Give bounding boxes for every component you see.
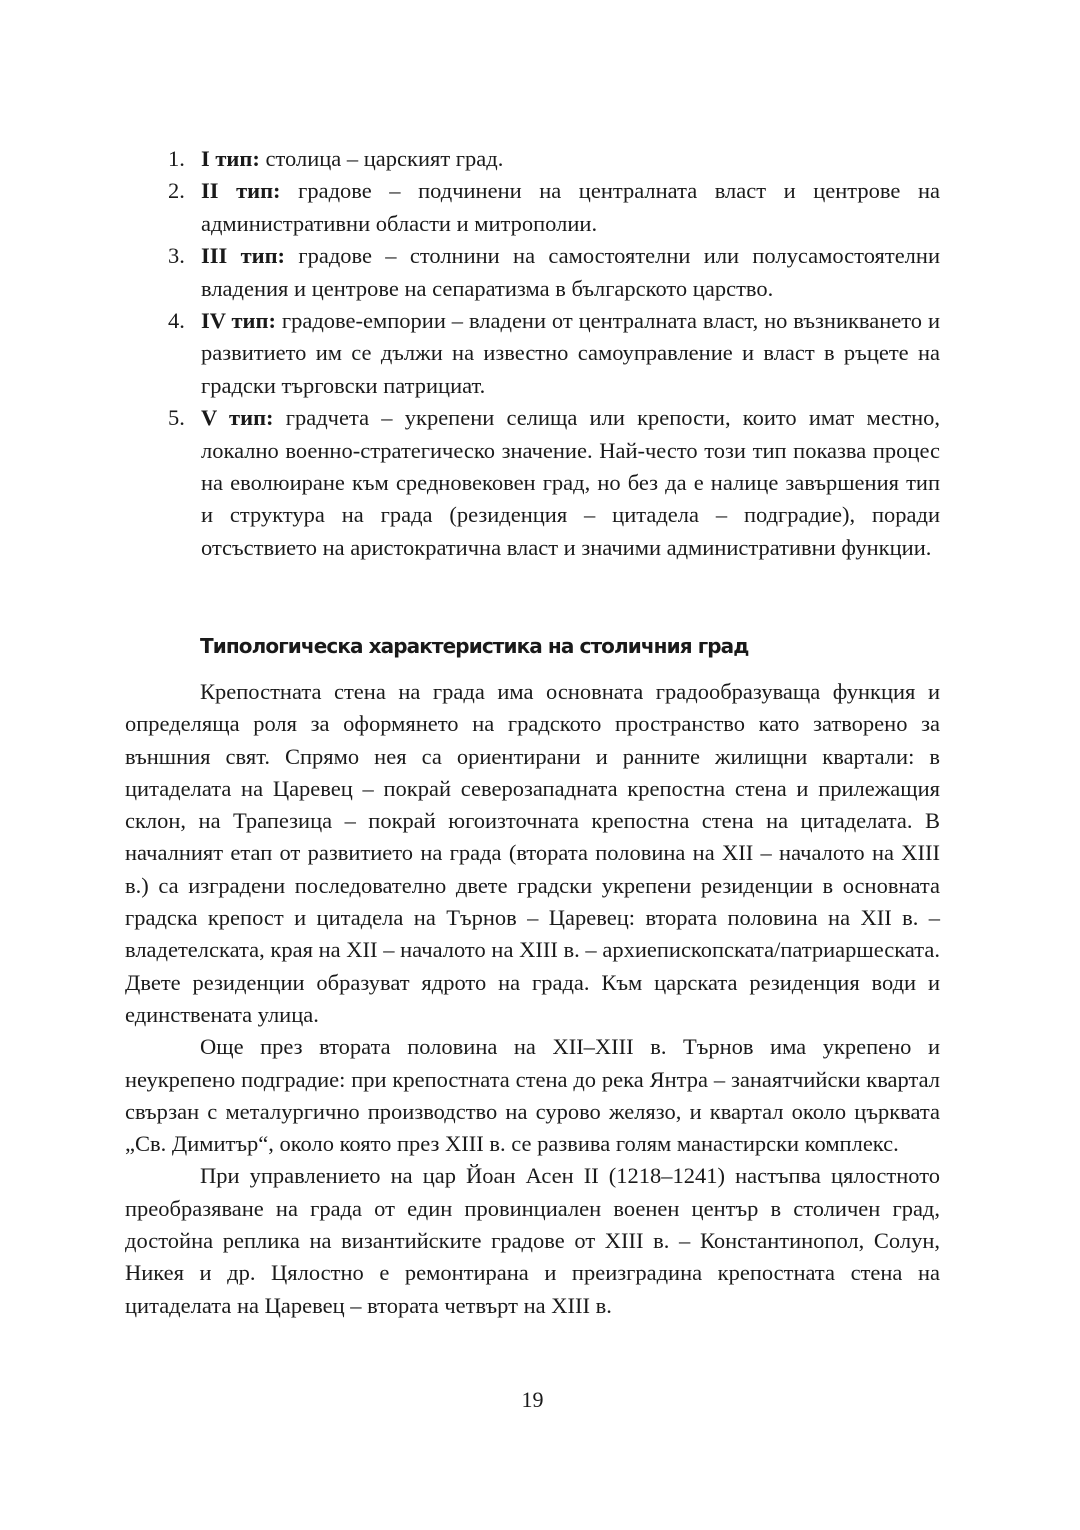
list-item-label: I тип: bbox=[201, 146, 260, 171]
section-heading: Типологическа характеристика на столичния град bbox=[200, 634, 749, 658]
city-type-list bbox=[125, 143, 940, 564]
list-item-number: 4. bbox=[168, 308, 185, 334]
list-item bbox=[125, 175, 940, 240]
list-item-label: V тип: bbox=[201, 405, 274, 431]
list-item-number: 5. bbox=[168, 405, 185, 431]
list-item-text: градове – подчинени на централната власт и центрове на административни области и митрополии. bbox=[201, 178, 940, 236]
list-item bbox=[125, 240, 940, 305]
list-item-number: 3. bbox=[168, 243, 185, 269]
page-number: 19 bbox=[521, 1387, 544, 1412]
paragraph: Крепостната стена на града има основната градообразуваща функция и определяща роля за оформянето на градското пространство като затворено за външния свят. Спрямо нея са ориентирани и ранните жилищни квартали: в цитаделата на Царевец – покрай северозападната крепостна стена и прилежащия склон, на Трапезица – покрай югоизточната крепостна стена на цитаделата. В началният етап от развитието на града (втората половина на XII – началото на XIII в.) са изградени последователно двете градски укрепени резиденции в основната градска крепост и цитадела на Търнов – Царевец: втората половина на XII в. – владетелската, края на XII – началото на XIII в. – архиепископската/патриаршеската. Двете резиденции образуват ядрото на града. Към царската резиденция води и единствената улица. bbox=[125, 679, 940, 1027]
document-page bbox=[125, 0, 940, 1530]
list-item-text: столица – царският град. bbox=[259, 146, 504, 171]
list-item-number: 2. bbox=[168, 178, 185, 204]
list-item-text: градчета – укрепени селища или крепости, които имат местно, локално военно-стратегическо значение. Най-често този тип показва процес на еволюиране към средновековен град, но без да е налице завършения тип и структура на града (резиденция – цитадела – подградие), поради отсъствието на аристократична власт и значими административни функции. bbox=[201, 405, 940, 560]
list-item bbox=[125, 305, 940, 402]
list-item-label: III тип: bbox=[201, 243, 286, 269]
list-item-label: IV тип: bbox=[201, 308, 276, 334]
list-item-label: II тип: bbox=[201, 178, 281, 204]
paragraph: При управлението на цар Йоан Асен II (1218–1241) настъпва цялостното преобразяване на града от един провинциален военен център в столичен град, достойна реплика на византийските градове от XIII в. – Константинопол, Солун, Никея и др. Цялостно е ремонтирана и преизградина крепостната стена на цитаделата на Царевец – втората четвърт на XIII в. bbox=[125, 1163, 940, 1318]
list-item-text: градове-емпории – владени от централната власт, но възникването и развитието им се дължи на известно самоуправление и власт в ръцете на градски търговски патрициат. bbox=[201, 308, 940, 398]
list-item bbox=[125, 402, 940, 564]
list-item-number: 1. bbox=[168, 146, 185, 171]
list-item-text: градове – столнини на самостоятелни или полусамостоятелни владения и центрове на сепаратизма в българското царство. bbox=[201, 243, 940, 301]
paragraph: Още през втората половина на XII–XIII в. Търнов има укрепено и неукрепено подградие: при крепостната стена до река Янтра – занаятчийски квартал свързан с металургично производство на сурово желязо, и квартал около църквата „Св. Димитър“, около която през XIII в. се развива голям манастирски комплекс. bbox=[125, 1034, 940, 1157]
body-text bbox=[125, 676, 940, 1322]
list-item bbox=[125, 143, 940, 175]
